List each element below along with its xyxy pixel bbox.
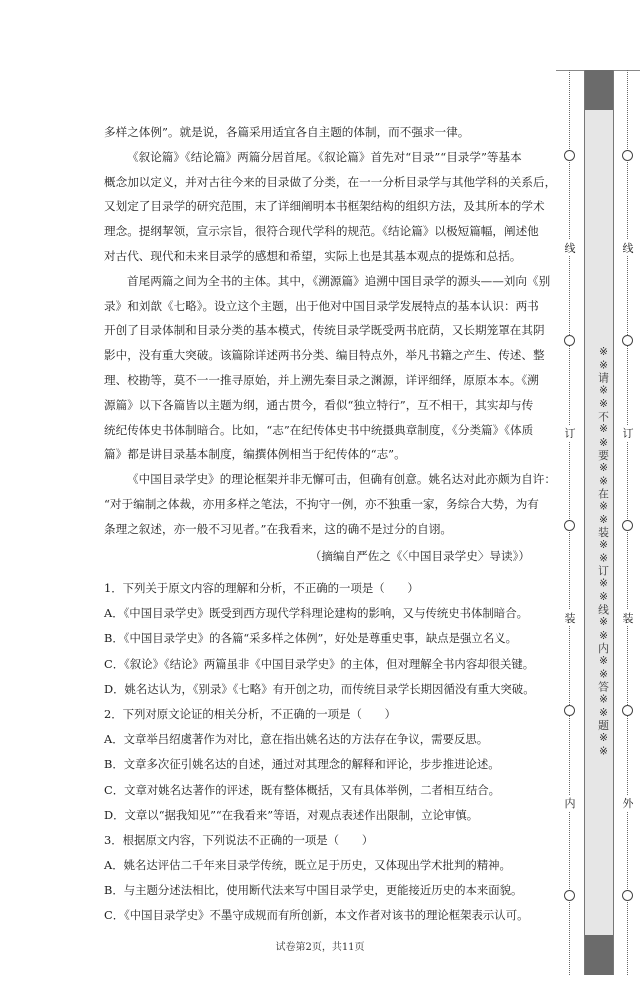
question-2-option-b: B．文章多次征引姚名达的自述，通过对其理念的解释和评论，步步推进论述。 bbox=[104, 757, 500, 772]
outer-mark-wai: 外 bbox=[620, 795, 636, 811]
outer-mark-zhuang: 装 bbox=[620, 610, 636, 626]
question-list bbox=[104, 576, 544, 929]
inner-circle-4 bbox=[564, 705, 575, 716]
inner-circle-3 bbox=[564, 520, 575, 531]
question-2-option-d: D．文章以“据我知见”“在我看来”等语，对观点表述作出限制，立论审慎。 bbox=[104, 807, 479, 822]
question-1-option-b: B．《中国目录学史》的各篇“采多样之体例”，好处是尊重史事，缺点是强立名义。 bbox=[104, 631, 517, 646]
binding-top-cap bbox=[585, 70, 613, 110]
inner-mark-xian: 线 bbox=[562, 240, 578, 256]
question-1-option-a: A．《中国目录学史》既受到西方现代学科理论建构的影响，又与传统史书体制暗合。 bbox=[104, 606, 528, 621]
question-1-option-d: D．姚名达认为，《别录》《七略》有开创之功，而传统目录学长期因循没有重大突破。 bbox=[104, 681, 535, 696]
passage-paragraph-1: 多样之体例”。就是说，各篇采用适宜各自主题的体制，而不强求一律。 bbox=[104, 125, 470, 139]
passage-paragraph-3: 首尾两篇之间为全书的主体。其中，《溯源篇》追溯中国目录学的源头——刘向《别 录》和刘歆《七略》。设立这个主题，出于他对中国目录学发展特点的基本认识：两书 开创了目录体制和目录分类的基本模式，传统目录学既受两书庇荫，又长期笼罩在其阴 影中，没有重大突破。该篇除详述两书分类、编目特点外，举凡书籍之产生、传述、整 理、校勘等，莫不一一推寻原始，并上溯先秦目录之渊源，详评细绎，原原本本。《溯 源篇》以下各篇皆以主题为纲，通古贯今，看似“独立特行”，互不相干，其实却与传 统纪传体史书体制暗合。比如，“志”在纪传体史书中统摄典章制度，《分类篇》《体质 篇》都是讲目录基本制度，编撰体例相当于纪传体的“志”。 bbox=[104, 273, 551, 462]
binding-inner-column bbox=[562, 70, 578, 975]
outer-circle-5 bbox=[622, 890, 633, 901]
binding-outer-column bbox=[620, 70, 636, 975]
question-3-option-a: A．姚名达评估二千年来目录学传统，既立足于历史，又体现出学术批判的精神。 bbox=[104, 858, 511, 873]
passage-paragraph-4: 《中国目录学史》的理论框架并非无懈可击，但确有创意。姚名达对此亦颇为自许： “对于编制之体裁，亦用多样之笔法，不拘守一例，亦不独重一家，务综合大势，为有 条理之叙述，亦一般不习见者。”在我看来，这的确不是过分的自诩。 bbox=[104, 472, 556, 536]
inner-mark-nei: 内 bbox=[562, 795, 578, 811]
question-2-stem: 2．下列对原文论证的相关分析，不正确的一项是（ ） bbox=[104, 706, 397, 721]
question-2-option-a: A．文章举吕绍虞著作为对比，意在指出姚名达的方法存在争议，需要反思。 bbox=[104, 732, 489, 747]
page-footer: 试卷第2页，共11页 bbox=[275, 942, 365, 953]
inner-mark-ding: 订 bbox=[562, 425, 578, 441]
question-3-option-b: B．与主题分述法相比，使用断代法来写中国目录学史，更能接近历史的本来面貌。 bbox=[104, 883, 523, 898]
outer-circle-2 bbox=[622, 335, 633, 346]
outer-circle-1 bbox=[622, 150, 633, 161]
question-2-option-c: C．文章对姚名达著作的评述，既有整体概括，又有具体举例，二者相互结合。 bbox=[104, 782, 500, 797]
inner-circle-2 bbox=[564, 335, 575, 346]
passage-source: （摘编自严佐之《〈中国目录学史〉导读》） bbox=[309, 549, 530, 563]
binding-warning-text: ※※请※※不※※要※※在※※装※※订※※线※※内※※答※※题※※ bbox=[597, 345, 610, 759]
passage-paragraph-2: 《叙论篇》《结论篇》两篇分居首尾。《叙论篇》首先对“目录”“目录学”等基本 概念加以定义，并对古往今来的目录做了分类，在一一分析目录学与其他学科的关系后， 又划定了目录学的研究范围，末了详细阐明本书框架结构的组织方法，及其所本的学术 理念。提纲挈领，宣示宗旨，很符合现代学科的规范。《结论篇》以极短篇幅，阐述他 对古代、现代和未来目录学的感想和希望，实际上也是其基本观点的提炼和总括。 bbox=[104, 149, 557, 263]
inner-circle-5 bbox=[564, 890, 575, 901]
outer-mark-xian: 线 bbox=[620, 240, 636, 256]
question-3-stem: 3．根据原文内容，下列说法不正确的一项是（ ） bbox=[104, 832, 374, 847]
outer-mark-ding: 订 bbox=[620, 425, 636, 441]
inner-mark-zhuang: 装 bbox=[562, 610, 578, 626]
inner-circle-1 bbox=[564, 150, 575, 161]
outer-circle-4 bbox=[622, 705, 633, 716]
binding-bottom-cap bbox=[585, 935, 613, 975]
passage bbox=[104, 120, 557, 542]
question-3-option-c: C．《中国目录学史》不墨守成规而有所创新，本文作者对该书的理论框架表示认可。 bbox=[104, 908, 529, 923]
question-1-option-c: C．《叙论》《结论》两篇虽非《中国目录学史》的主体，但对理解全书内容却很关键。 bbox=[104, 656, 535, 671]
question-1-stem: 1．下列关于原文内容的理解和分析，不正确的一项是（ ） bbox=[104, 581, 419, 595]
outer-circle-3 bbox=[622, 520, 633, 531]
